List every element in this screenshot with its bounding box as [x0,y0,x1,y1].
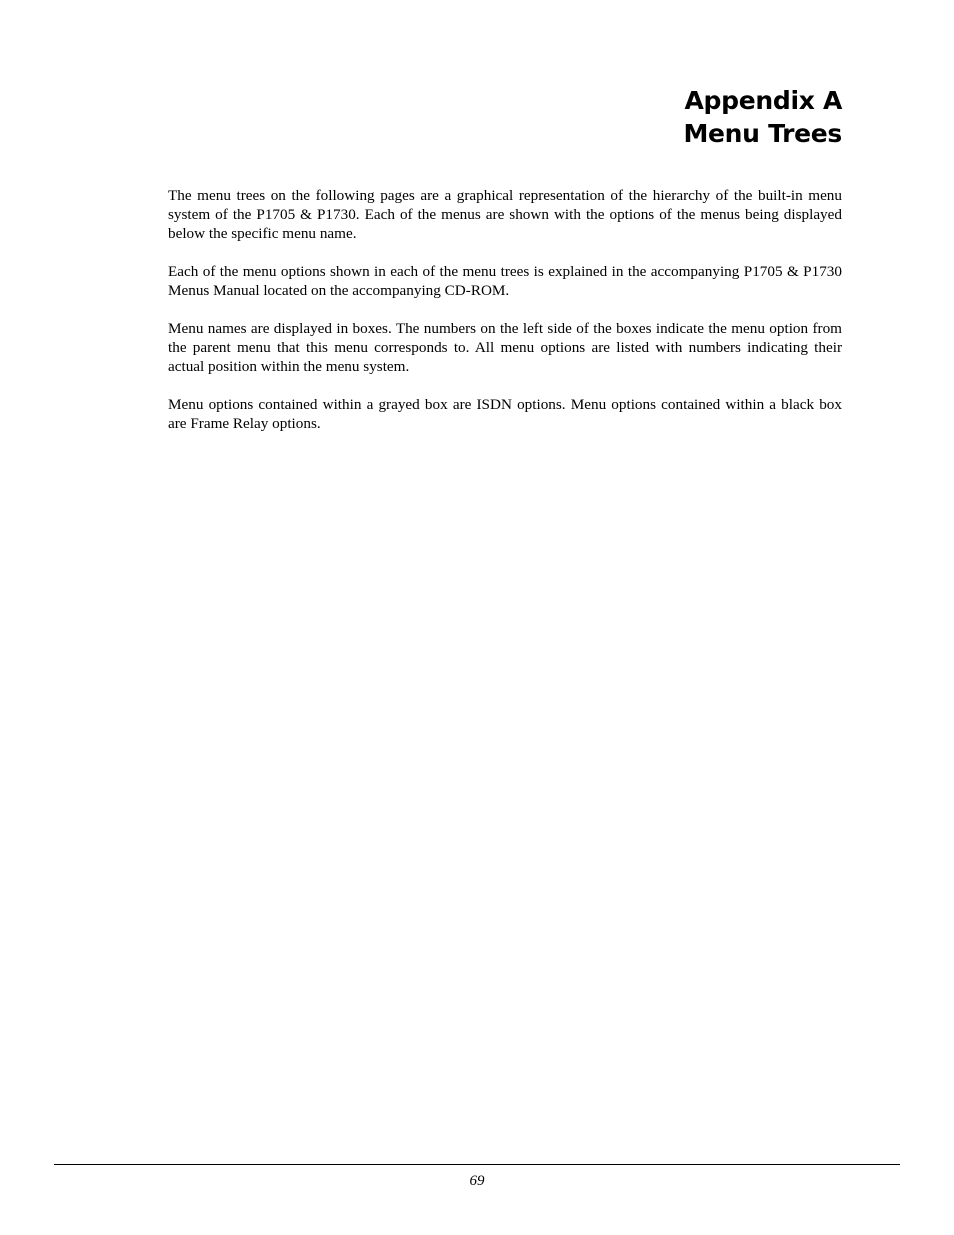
footer-divider [54,1164,900,1165]
heading-line-menu-trees: Menu Trees [683,119,842,148]
heading-line-appendix: Appendix A [684,86,842,115]
paragraph-menus-manual: Each of the menu options shown in each of the menu trees is explained in the accompanying P1705 & P1730 Menus Manual located on the accompanying CD-ROM. [168,263,842,300]
paragraph-box-legend: Menu options contained within a grayed box are ISDN options. Menu options contained within a black box are Frame Relay options. [168,395,842,432]
paragraph-menu-names: Menu names are displayed in boxes. The numbers on the left side of the boxes indicate the menu option from the parent menu that this menu corresponds to. All menu options are listed with numbers indicating their actual position within the menu system. [168,319,842,376]
body-text [168,186,842,452]
page-number: 69 [469,1173,485,1189]
page-heading [683,84,842,150]
paragraph-intro: The menu trees on the following pages are a graphical representation of the hierarchy of the built-in menu system of the P1705 & P1730. Each of the menus are shown with the options of the menus being displayed below the specific menu name. [168,187,842,243]
